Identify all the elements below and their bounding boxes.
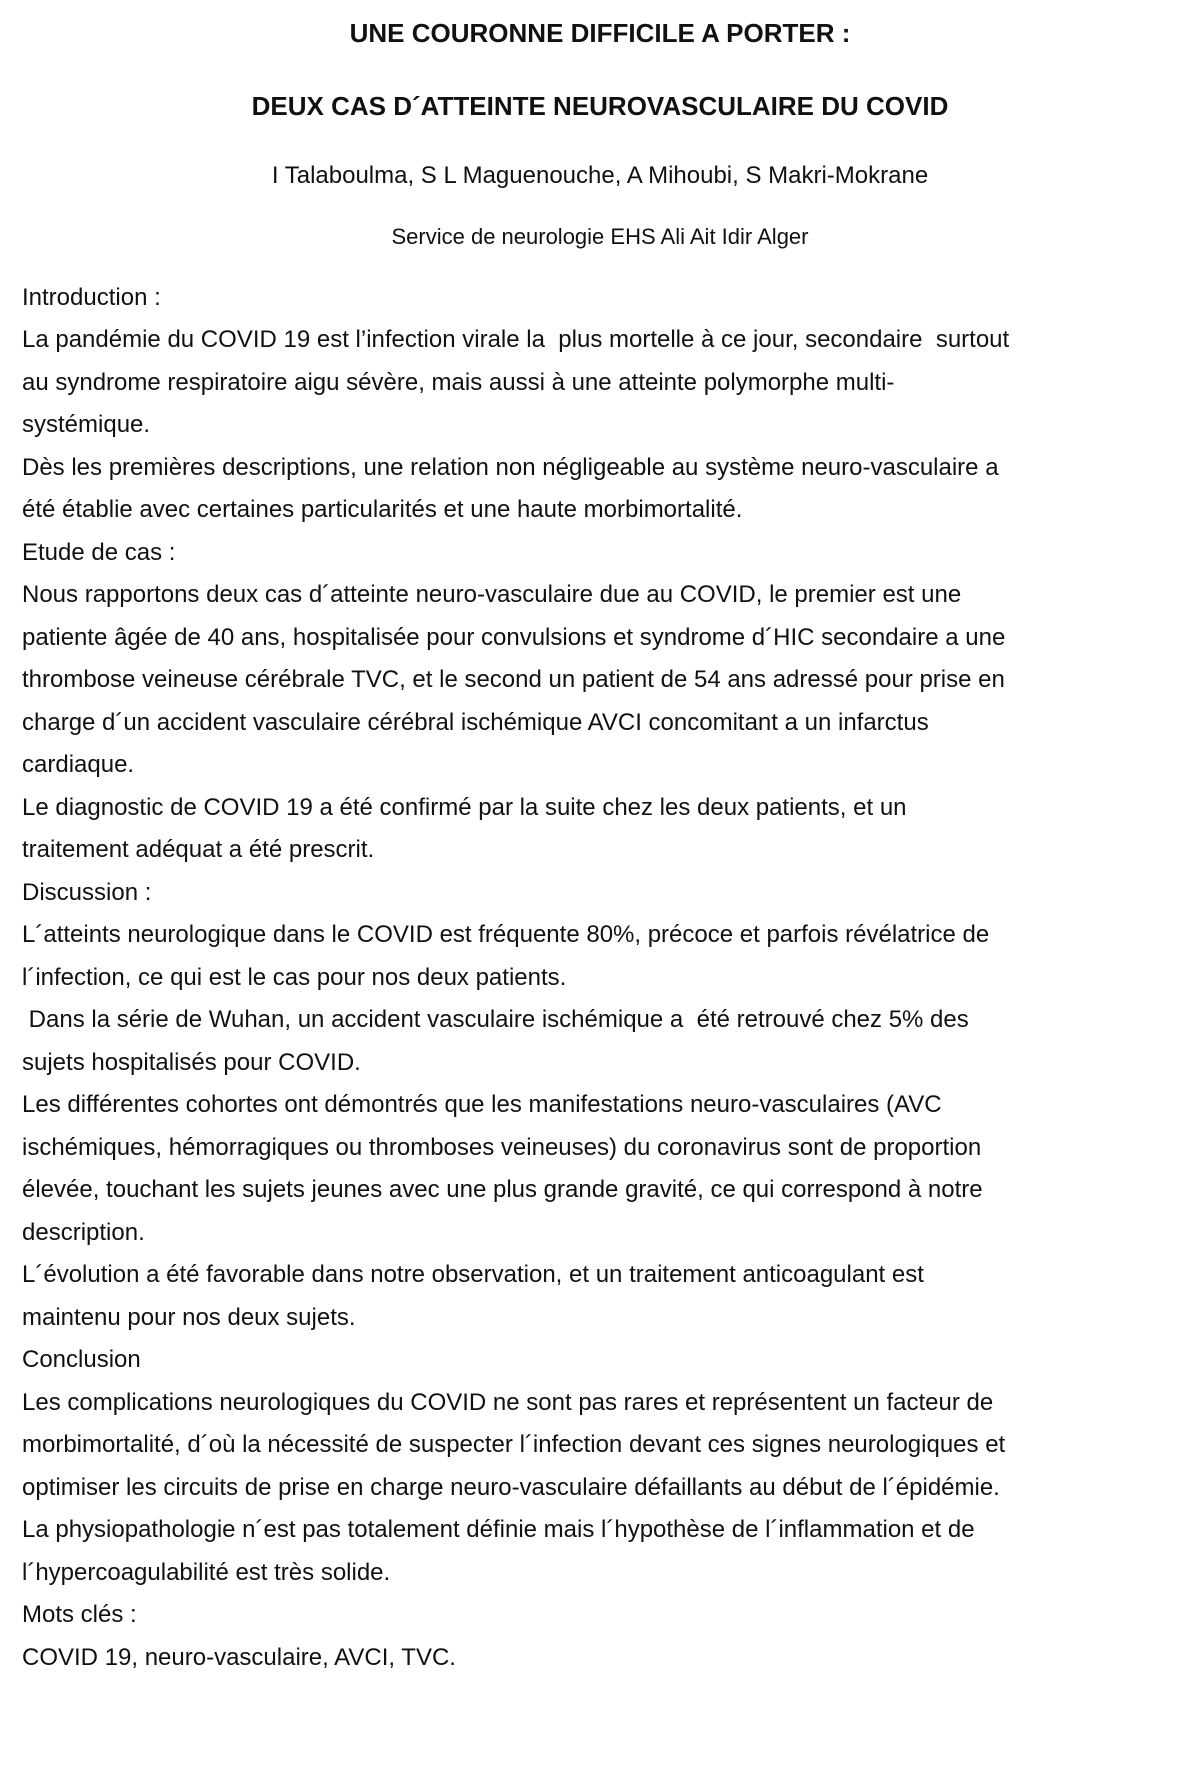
- text-line: traitement adéquat a été prescrit.: [22, 836, 375, 864]
- text-line: thrombose veineuse cérébrale TVC, et le second un patient de 54 ans adressé pour prise en: [22, 666, 1005, 694]
- text-line: Le diagnostic de COVID 19 a été confirmé par la suite chez les deux patients, et un: [22, 793, 907, 821]
- text-line: optimiser les circuits de prise en charge neuro-vasculaire défaillants au début de l´épidémie.: [22, 1473, 1000, 1501]
- text-line: été établie avec certaines particularités et une haute morbimortalité.: [22, 496, 743, 524]
- text-line: Mots clés :: [22, 1601, 137, 1629]
- text-line: Dès les premières descriptions, une relation non négligeable au système neuro-vasculaire a: [22, 453, 999, 481]
- text-line: l´hypercoagulabilité est très solide.: [22, 1558, 391, 1586]
- text-line: ischémiques, hémorragiques ou thromboses veineuses) du coronavirus sont de proportion: [22, 1133, 982, 1161]
- text-line: cardiaque.: [22, 751, 135, 779]
- text-line: L´atteints neurologique dans le COVID est fréquente 80%, précoce et parfois révélatrice de: [22, 921, 990, 949]
- affiliation: Service de neurologie EHS Ali Ait Idir Alger: [391, 224, 809, 250]
- abstract-body: [22, 277, 1178, 1680]
- text-line: Dans la série de Wuhan, un accident vasculaire ischémique a été retrouvé chez 5% des: [22, 1006, 969, 1034]
- text-line: Les différentes cohortes ont démontrés que les manifestations neuro-vasculaires (AVC: [22, 1091, 942, 1119]
- title-line-1: UNE COURONNE DIFFICILE A PORTER :: [349, 18, 851, 48]
- text-line: systémique.: [22, 411, 151, 439]
- title-line-2: DEUX CAS D´ATTEINTE NEUROVASCULAIRE DU COVID: [251, 91, 949, 122]
- text-line: L´évolution a été favorable dans notre observation, et un traitement anticoagulant est: [22, 1261, 924, 1289]
- text-line: Introduction :: [22, 283, 161, 311]
- text-line: Conclusion: [22, 1346, 141, 1374]
- text-line: maintenu pour nos deux sujets.: [22, 1303, 356, 1331]
- text-line: description.: [22, 1218, 145, 1246]
- text-line: Discussion :: [22, 878, 152, 906]
- text-line: sujets hospitalisés pour COVID.: [22, 1048, 361, 1076]
- text-line: au syndrome respiratoire aigu sévère, mais aussi à une atteinte polymorphe multi-: [22, 368, 895, 396]
- text-line: La pandémie du COVID 19 est l’infection virale la plus mortelle à ce jour, secondaire surtout: [22, 326, 1010, 354]
- text-line: patiente âgée de 40 ans, hospitalisée pour convulsions et syndrome d´HIC secondaire a une: [22, 623, 1006, 651]
- text-line: Etude de cas :: [22, 538, 176, 566]
- text-line: élevée, touchant les sujets jeunes avec une plus grande gravité, ce qui correspond à notre: [22, 1176, 983, 1204]
- text-line: l´infection, ce qui est le cas pour nos deux patients.: [22, 963, 567, 991]
- text-line: COVID 19, neuro-vasculaire, AVCI, TVC.: [22, 1643, 456, 1671]
- text-line: Nous rapportons deux cas d´atteinte neuro-vasculaire due au COVID, le premier est une: [22, 581, 962, 609]
- authors: I Talaboulma, S L Maguenouche, A Mihoubi, S Makri-Mokrane: [271, 162, 929, 190]
- text-line: Les complications neurologiques du COVID ne sont pas rares et représentent un facteur de: [22, 1388, 994, 1416]
- text-line: morbimortalité, d´où la nécessité de suspecter l´infection devant ces signes neurologiques et: [22, 1431, 1006, 1459]
- text-line: La physiopathologie n´est pas totalement définie mais l´hypothèse de l´inflammation et de: [22, 1516, 975, 1544]
- text-line: charge d´un accident vasculaire cérébral ischémique AVCI concomitant a un infarctus: [22, 708, 929, 736]
